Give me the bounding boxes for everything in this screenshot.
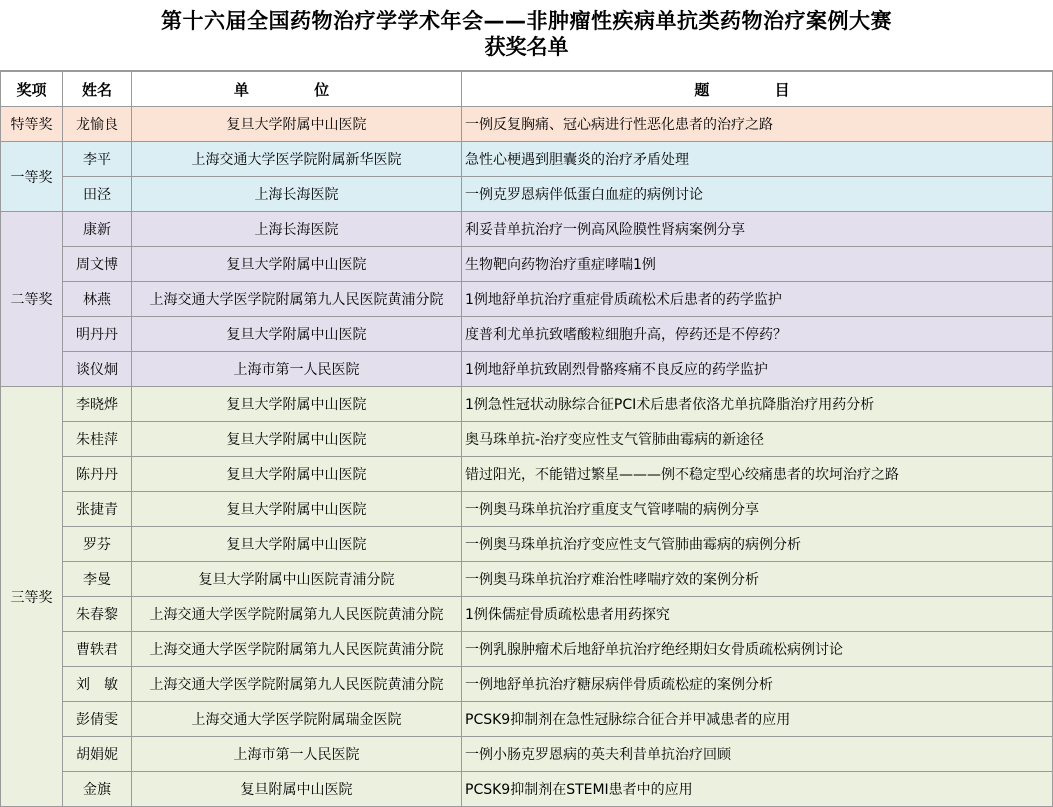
name-cell: 李曼: [63, 562, 132, 597]
name-cell: 彭倩雯: [63, 702, 132, 737]
award-table: [0, 71, 1053, 807]
table-row: [1, 387, 1053, 422]
header-row: [1, 72, 1053, 107]
table-row: [1, 702, 1053, 737]
topic-cell: 1例侏儒症骨质疏松患者用药探究: [462, 597, 1053, 632]
topic-cell: 一例克罗恩病伴低蛋白血症的病例讨论: [462, 177, 1053, 212]
unit-cell: 上海市第一人民医院: [132, 737, 462, 772]
award-level-cell: 三等奖: [1, 387, 63, 807]
table-row: [1, 492, 1053, 527]
unit-cell: 上海交通大学医学院附属第九人民医院黄浦分院: [132, 632, 462, 667]
name-cell: 朱桂萍: [63, 422, 132, 457]
name-cell: 明丹丹: [63, 317, 132, 352]
topic-cell: 一例反复胸痛、冠心病进行性恶化患者的治疗之路: [462, 107, 1053, 142]
unit-cell: 上海交通大学医学院附属第九人民医院黄浦分院: [132, 667, 462, 702]
topic-cell: 1例地舒单抗致剧烈骨骼疼痛不良反应的药学监护: [462, 352, 1053, 387]
name-cell: 谈仪炯: [63, 352, 132, 387]
topic-cell: 一例地舒单抗治疗糖尿病伴骨质疏松症的案例分析: [462, 667, 1053, 702]
name-cell: 林燕: [63, 282, 132, 317]
topic-cell: PCSK9抑制剂在急性冠脉综合征合并甲减患者的应用: [462, 702, 1053, 737]
header-award: 奖项: [1, 72, 63, 107]
name-cell: 龙愉良: [63, 107, 132, 142]
unit-cell: 上海长海医院: [132, 212, 462, 247]
unit-cell: 上海交通大学医学院附属瑞金医院: [132, 702, 462, 737]
name-cell: 曹轶君: [63, 632, 132, 667]
name-cell: 康新: [63, 212, 132, 247]
name-cell: 李平: [63, 142, 132, 177]
unit-cell: 复旦大学附属中山医院: [132, 457, 462, 492]
table-row: [1, 142, 1053, 177]
unit-cell: 上海交通大学医学院附属第九人民医院黄浦分院: [132, 282, 462, 317]
table-row: [1, 562, 1053, 597]
table-row: [1, 667, 1053, 702]
name-cell: 朱春黎: [63, 597, 132, 632]
topic-cell: 错过阳光，不能错过繁星———例不稳定型心绞痛患者的坎坷治疗之路: [462, 457, 1053, 492]
table-row: [1, 772, 1053, 807]
name-cell: 李晓烨: [63, 387, 132, 422]
name-cell: 刘 敏: [63, 667, 132, 702]
unit-cell: 复旦大学附属中山医院: [132, 247, 462, 282]
table-row: [1, 177, 1053, 212]
unit-cell: 复旦大学附属中山医院: [132, 107, 462, 142]
name-cell: 周文博: [63, 247, 132, 282]
topic-cell: 利妥昔单抗治疗一例高风险膜性肾病案例分享: [462, 212, 1053, 247]
table-row: [1, 527, 1053, 562]
title-block: [0, 0, 1053, 71]
table-row: [1, 107, 1053, 142]
award-level-cell: 二等奖: [1, 212, 63, 387]
topic-cell: 一例小肠克罗恩病的英夫利昔单抗治疗回顾: [462, 737, 1053, 772]
name-cell: 罗芬: [63, 527, 132, 562]
topic-cell: 1例地舒单抗治疗重症骨质疏松术后患者的药学监护: [462, 282, 1053, 317]
unit-cell: 复旦附属中山医院: [132, 772, 462, 807]
unit-cell: 上海市第一人民医院: [132, 352, 462, 387]
unit-cell: 复旦大学附属中山医院: [132, 422, 462, 457]
table-row: [1, 247, 1053, 282]
topic-cell: 一例乳腺肿瘤术后地舒单抗治疗绝经期妇女骨质疏松病例讨论: [462, 632, 1053, 667]
table-row: [1, 632, 1053, 667]
unit-cell: 复旦大学附属中山医院: [132, 317, 462, 352]
topic-cell: 一例奥马珠单抗治疗变应性支气管肺曲霉病的病例分析: [462, 527, 1053, 562]
topic-cell: 生物靶向药物治疗重症哮喘1例: [462, 247, 1053, 282]
table-row: [1, 597, 1053, 632]
name-cell: 金旗: [63, 772, 132, 807]
unit-cell: 复旦大学附属中山医院: [132, 492, 462, 527]
topic-cell: PCSK9抑制剂在STEMI患者中的应用: [462, 772, 1053, 807]
topic-cell: 奥马珠单抗-治疗变应性支气管肺曲霉病的新途径: [462, 422, 1053, 457]
name-cell: 胡娟妮: [63, 737, 132, 772]
name-cell: 田泾: [63, 177, 132, 212]
topic-cell: 一例奥马珠单抗治疗重度支气管哮喘的病例分享: [462, 492, 1053, 527]
unit-cell: 上海交通大学医学院附属新华医院: [132, 142, 462, 177]
unit-cell: 复旦大学附属中山医院青浦分院: [132, 562, 462, 597]
page-subtitle: 获奖名单: [484, 35, 569, 59]
page-title: 第十六届全国药物治疗学学术年会——非肿瘤性疾病单抗类药物治疗案例大赛: [161, 9, 892, 33]
name-cell: 陈丹丹: [63, 457, 132, 492]
table-row: [1, 352, 1053, 387]
table-row: [1, 317, 1053, 352]
header-unit: 单 位: [132, 72, 462, 107]
topic-cell: 度普利尤单抗致嗜酸粒细胞升高，停药还是不停药？: [462, 317, 1053, 352]
unit-cell: 复旦大学附属中山医院: [132, 387, 462, 422]
name-cell: 张捷青: [63, 492, 132, 527]
award-level-cell: 一等奖: [1, 142, 63, 212]
table-row: [1, 212, 1053, 247]
unit-cell: 上海长海医院: [132, 177, 462, 212]
unit-cell: 复旦大学附属中山医院: [132, 527, 462, 562]
topic-cell: 急性心梗遇到胆囊炎的治疗矛盾处理: [462, 142, 1053, 177]
award-level-cell: 特等奖: [1, 107, 63, 142]
header-name: 姓名: [63, 72, 132, 107]
table-row: [1, 422, 1053, 457]
table-row: [1, 457, 1053, 492]
unit-cell: 上海交通大学医学院附属第九人民医院黄浦分院: [132, 597, 462, 632]
table-row: [1, 282, 1053, 317]
topic-cell: 一例奥马珠单抗治疗难治性哮喘疗效的案例分析: [462, 562, 1053, 597]
topic-cell: 1例急性冠状动脉综合征PCI术后患者依洛尤单抗降脂治疗用药分析: [462, 387, 1053, 422]
table-row: [1, 737, 1053, 772]
header-topic: 题 目: [462, 72, 1053, 107]
